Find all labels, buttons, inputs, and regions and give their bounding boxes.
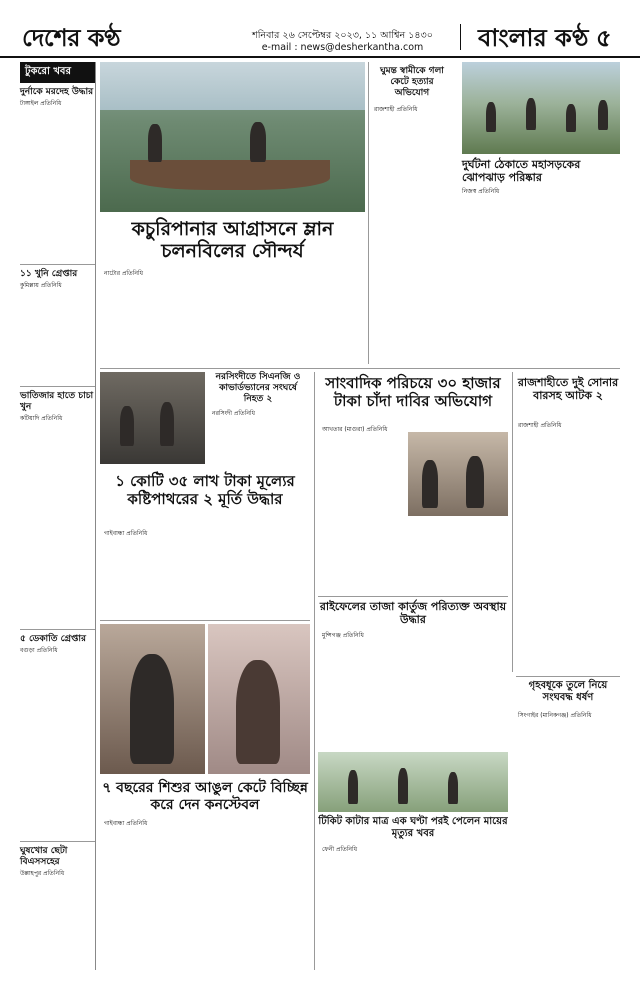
brief-headline: ভাতিজার হাতে চাচা খুন: [20, 391, 94, 412]
brief-headline: ১১ খুনি গ্রেপ্তার: [20, 269, 78, 279]
row-divider: [100, 368, 620, 369]
journalist-body-col1: [318, 432, 404, 592]
journalist-byline: আখতার (মাগুরা) প্রতিনিধি: [322, 426, 388, 433]
brief-item[interactable]: [20, 269, 95, 382]
rape-headline[interactable]: গৃহবধূকে তুলে নিয়ে সংঘবদ্ধ ধর্ষণ: [528, 680, 608, 703]
finger-headline[interactable]: ৭ বছরের শিশুর আঙুল কেটে বিচ্ছিন্ন করে দেন কনস্টেবল: [102, 780, 308, 813]
photo-figure: [348, 770, 358, 804]
cartridge-body-col1: [318, 638, 404, 748]
ticket-body: [318, 852, 508, 968]
briefs-section-head: টুকরো খবর: [20, 62, 95, 83]
photo-figure: [566, 104, 576, 132]
brief-separator: [20, 386, 95, 387]
brief-headline: ঘুষখোর ছেটা বিএসসহের: [20, 846, 68, 867]
crash-headline[interactable]: নরসিংদীতে সিএনজি ও কাভার্ডভ্যানের সংঘর্ষে নিহত ২: [215, 372, 301, 404]
masthead-divider: [460, 24, 461, 50]
roadside-photo[interactable]: [462, 62, 620, 154]
idol-photo[interactable]: [100, 372, 205, 464]
idol-headline[interactable]: ১ কোটি ৩৫ লাখ টাকা মূল্যের কষ্টিপাথরের ২ মূর্তি উদ্ধার: [115, 472, 295, 508]
goldbar-body: [516, 428, 620, 668]
cartridge-body-col2: [408, 638, 508, 748]
photo-figure: [466, 456, 484, 508]
murder-body: [372, 112, 456, 362]
finger-byline: গাইবান্ধা প্রতিনিধি: [104, 820, 148, 827]
brief-body: [20, 425, 95, 625]
photo-figure: [486, 102, 496, 132]
journalist-headline[interactable]: সাংবাদিক পরিচয়ে ৩০ হাজার টাকা চাঁদা দাবির অভিযোগ: [325, 374, 501, 410]
lead-body-col2: [192, 276, 276, 364]
idol-body: [104, 536, 310, 616]
photo-sky: [100, 62, 365, 110]
roadside-headline[interactable]: দুর্ঘটনা ঠেকাতে মহাসড়কের ঝোপঝাড় পরিষ্কার: [462, 158, 581, 185]
lead-headline-line2: চলনবিলের সৌন্দর্য: [161, 240, 304, 262]
brief-byline: বগুড়া প্রতিনিধি: [20, 647, 58, 654]
lead-body-col3: [280, 276, 364, 364]
ticket-byline: ফেনী প্রতিনিধি: [322, 846, 358, 853]
brief-body: [20, 292, 95, 382]
brief-item[interactable]: [20, 846, 95, 983]
row-divider: [100, 620, 310, 621]
column-divider: [368, 62, 369, 364]
brief-body: [20, 110, 95, 260]
ticket-photo[interactable]: [318, 752, 508, 812]
page-number: ৫: [596, 23, 612, 52]
photo-figure: [598, 100, 608, 130]
column-divider: [314, 372, 315, 970]
journalist-body-col2: [408, 520, 508, 592]
section-title-right: বাংলার কণ্ঠ: [478, 23, 589, 52]
brief-headline: ৫ ডেকাতি গ্রেপ্তার: [20, 634, 86, 644]
brief-body: [20, 880, 95, 983]
cartridge-headline[interactable]: রাইফেলের তাজা কার্তুজ পরিত্যক্ত অবস্থায় উদ্ধার: [319, 600, 507, 627]
murder-byline: রাজশাহী প্রতিনিধি: [374, 106, 418, 113]
photo-figure: [422, 460, 438, 508]
lead-byline: নাটোর প্রতিনিধি: [104, 270, 144, 277]
brief-byline: কটিয়াদি প্রতিনিধি: [20, 415, 63, 422]
brief-separator: [20, 629, 95, 630]
rape-body: [516, 718, 620, 968]
finger-body-col1: [104, 826, 204, 968]
goldbar-byline: রাজশাহী প্রতিনিধি: [518, 422, 562, 429]
roadside-body: [462, 194, 620, 364]
brief-separator: [20, 264, 95, 265]
row-divider: [516, 676, 620, 677]
row-divider: [318, 596, 508, 597]
brief-headline: দুর্নাকে মরদেহ উদ্ধার: [20, 87, 94, 97]
photo-figure: [120, 406, 134, 446]
idol-byline: গাইবান্ধা প্রতিনিধি: [104, 530, 148, 537]
constable-photo[interactable]: [100, 624, 205, 774]
lead-body-col1: [104, 276, 188, 364]
masthead: [0, 0, 640, 58]
roadside-byline: নিজস্ব প্রতিনিধি: [462, 188, 500, 195]
photo-figure: [526, 98, 536, 130]
crash-byline: নরসিংদী প্রতিনিধি: [212, 410, 255, 417]
rape-byline: সিংগাইর (মানিকগঞ্জ) প্রতিনিধি: [518, 712, 592, 719]
contact-email[interactable]: e-mail : news@desherkantha.com: [261, 42, 424, 53]
photo-figure: [160, 402, 174, 446]
ticket-headline[interactable]: টিকিট কাটার মাত্র এক ঘণ্টা পরই পেলেন মায়ের মৃত্যুর খবর: [318, 816, 508, 839]
cartridge-byline: মুন্সিগঞ্জ প্রতিনিধি: [322, 632, 364, 639]
photo-boat: [130, 160, 330, 190]
photo-figure: [236, 660, 280, 764]
brief-byline: উল্লাহপুর প্রতিনিধি: [20, 870, 65, 877]
goldbar-headline[interactable]: রাজশাহীতে দুই সোনার বারসহ আটক ২: [517, 376, 619, 403]
lead-headline-line1: কচুরিপানার আগ্রাসনে ম্লান: [131, 218, 334, 240]
brief-separator: [20, 841, 95, 842]
photo-figure: [398, 768, 408, 804]
journalist-photo[interactable]: [408, 432, 508, 516]
child-photo[interactable]: [208, 624, 310, 774]
column-divider: [512, 372, 513, 672]
brief-byline: কুমিল্লায় প্রতিনিধি: [20, 282, 62, 289]
crash-body: [208, 416, 308, 464]
brief-body: [20, 657, 95, 837]
brief-item[interactable]: [20, 634, 95, 837]
newspaper-title-left: দেশের কণ্ঠ: [22, 23, 121, 52]
photo-figure: [448, 772, 458, 804]
briefs-column: [20, 62, 96, 970]
issue-date: শনিবার ২৬ সেপ্টেম্বর ২০২৩, ১১ আশ্বিন ১৪৩০: [252, 30, 433, 41]
lead-headline: [100, 218, 365, 262]
photo-figure: [250, 122, 266, 162]
brief-item[interactable]: [20, 87, 95, 260]
murder-headline[interactable]: ঘুমন্ত স্বামীকে গলা কেটে হত্যার অভিযোগ: [380, 66, 444, 98]
brief-byline: টাঙ্গাইল প্রতিনিধি: [20, 100, 62, 107]
brief-item[interactable]: [20, 391, 95, 625]
photo-figure: [130, 654, 174, 764]
photo-figure: [148, 124, 162, 162]
finger-body-col2: [208, 826, 310, 968]
date-line: [240, 30, 445, 54]
lead-photo[interactable]: [100, 62, 365, 212]
